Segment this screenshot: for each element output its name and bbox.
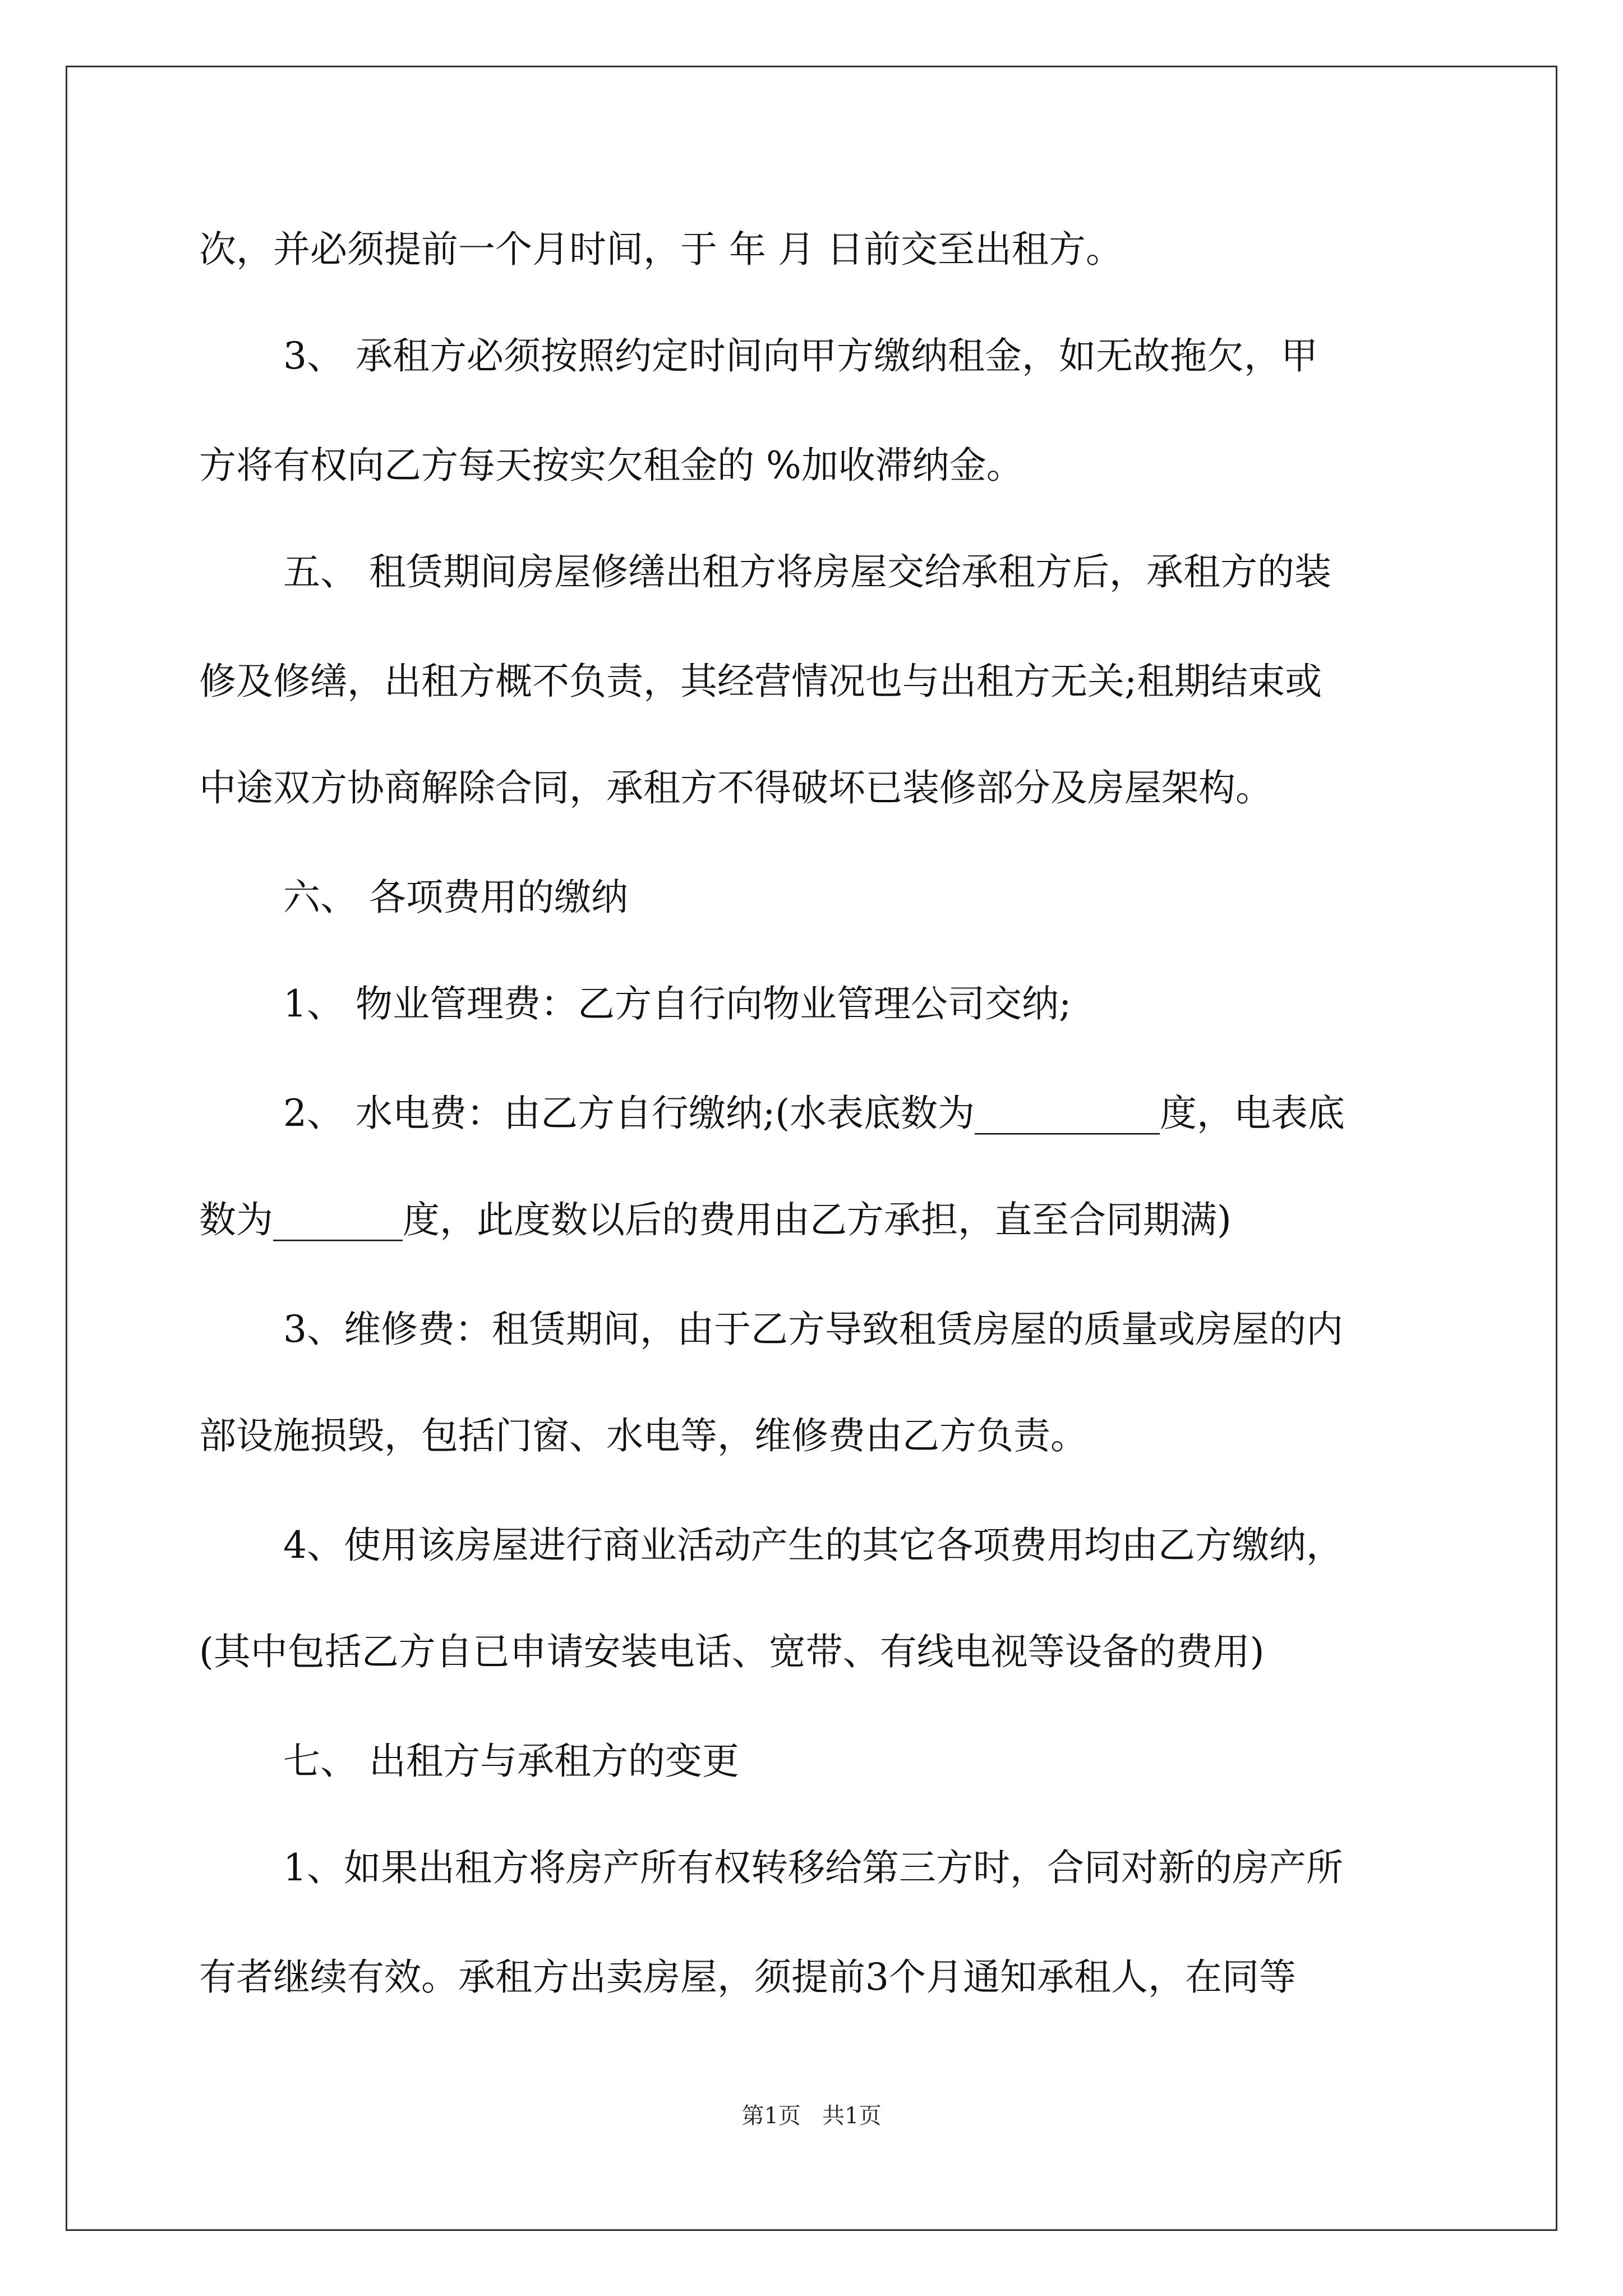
section-heading: 七、 出租方与承租方的变更 (283, 1740, 739, 1783)
text-line: 次，并必须提前一个月时间，于 年 月 日前交至出租方。 (199, 228, 1123, 271)
text-line: 3、维修费：租赁期间，由于乙方导致租赁房屋的质量或房屋的内 (283, 1308, 1343, 1351)
text-line: 部设施损毁，包括门窗、水电等，维修费由乙方负责。 (199, 1414, 1087, 1457)
section-heading: 六、 各项费用的缴纳 (283, 876, 628, 919)
text-line: 方将有权向乙方每天按实欠租金的 %加收滞纳金。 (199, 444, 1023, 487)
text-line: 1、 物业管理费：乙方自行向物业管理公司交纳; (283, 982, 1072, 1025)
page-footer: 第1页 共1页 (741, 2103, 882, 2129)
text-line: 数为_______度，此度数以后的费用由乙方承担，直至合同期满) (199, 1198, 1232, 1241)
text-line: 中途双方协商解除合同，承租方不得破坏已装修部分及房屋架构。 (199, 766, 1272, 809)
text-line: 修及修缮，出租方概不负责，其经营情况也与出租方无关;租期结束或 (199, 660, 1322, 703)
text-line: 五、 租赁期间房屋修缮出租方将房屋交给承租方后，承租方的装 (283, 550, 1331, 593)
text-line: 1、如果出租方将房产所有权转移给第三方时，合同对新的房产所 (283, 1846, 1343, 1889)
text-line: 4、使用该房屋进行商业活动产生的其它各项费用均由乙方缴纳， (283, 1524, 1343, 1567)
text-line: 有者继续有效。承租方出卖房屋，须提前3个月通知承租人，在同等 (199, 1955, 1296, 1999)
text-line: (其中包括乙方自已申请安装电话、宽带、有线电视等设备的费用) (199, 1630, 1265, 1673)
page-border (66, 66, 1557, 2231)
text-line: 3、 承租方必须按照约定时间向甲方缴纳租金，如无故拖欠，甲 (283, 334, 1318, 378)
text-line: 2、 水电费：由乙方自行缴纳;(水表底数为__________度，电表底 (283, 1092, 1345, 1135)
